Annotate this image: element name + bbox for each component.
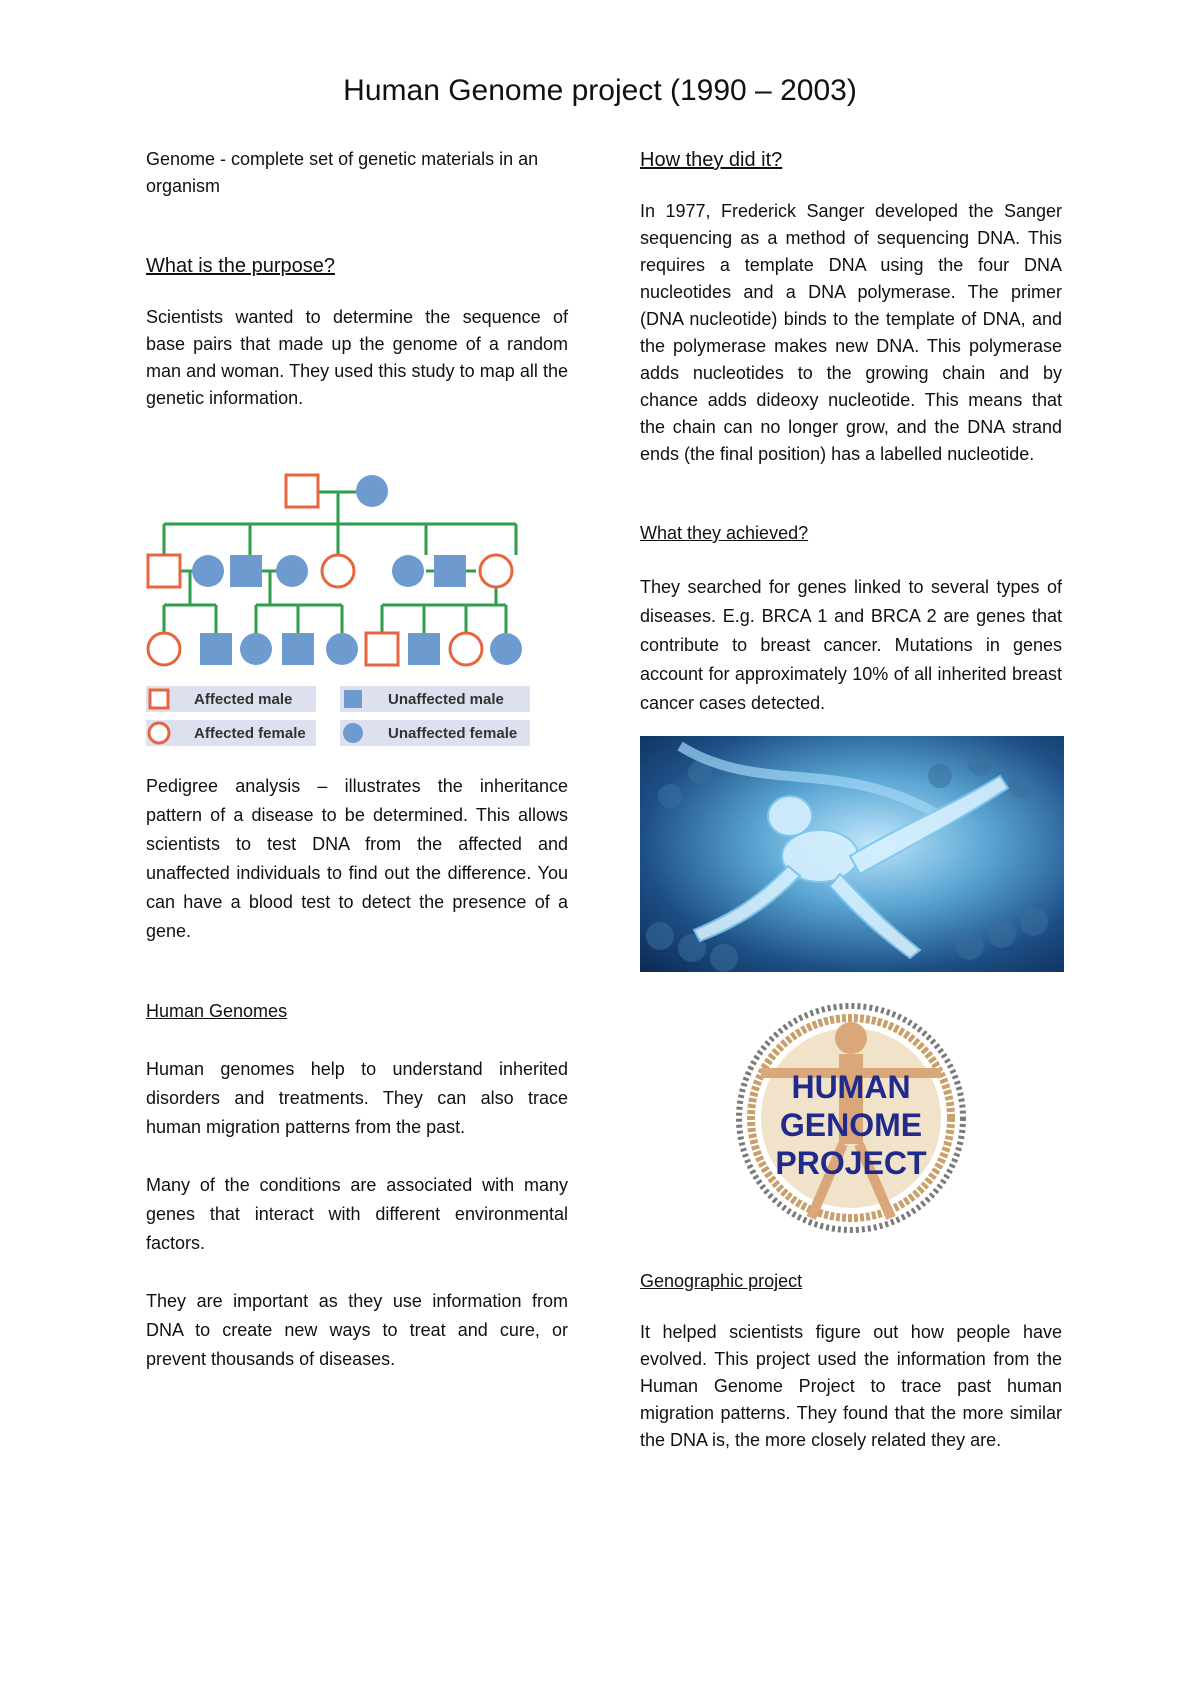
human-genomes-text-3: They are important as they use information from DNA to create new ways to treat and cure, or prevent thousands of diseases. <box>146 1291 568 1369</box>
pedigree-unaffected-male <box>230 555 262 587</box>
pedigree-unaffected-female <box>240 633 272 665</box>
genome-definition: Genome - complete set of genetic materials in an organism <box>146 149 539 196</box>
pedigree-unaffected-male <box>282 633 314 665</box>
pedigree-unaffected-male <box>434 555 466 587</box>
pedigree-affected-female <box>480 555 512 587</box>
hgp-logo-line-3: PROJECT <box>775 1145 927 1181</box>
page-title: Human Genome project (1990 – 2003) <box>343 74 857 107</box>
hgp-logo-line-2: GENOME <box>779 1107 923 1143</box>
how-text: In 1977, Frederick Sanger developed the Sanger sequencing as a method of sequencing DNA. This requires a template DNA using the four DNA nucleotides and a DNA polymerase. The primer (DNA nucleotide) binds to the template of DNA, and the polymerase makes new DNA. This polymerase adds nucleotides to the growing chain and by chance adds dideoxy nucleotide. This means that the chain can no longer grow, and the DNA strand ends (the final position) has a labelled nucleotide. <box>640 201 1062 464</box>
pedigree-affected-male <box>286 475 318 507</box>
legend-unaffected-male: Unaffected male <box>388 691 504 708</box>
pedigree-legend <box>146 686 530 746</box>
right-column <box>640 146 1062 1454</box>
pedigree-unaffected-female <box>392 555 424 587</box>
pedigree-text: Pedigree analysis – illustrates the inheritance pattern of a disease to be determined. This allows scientists to test DNA from the affected and unaffected individuals to find out the difference. You can have a blood test to detect the presence of a gene. <box>146 776 568 941</box>
hgp-logo <box>721 998 981 1238</box>
pedigree-affected-female <box>450 633 482 665</box>
pedigree-affected-male <box>148 555 180 587</box>
left-column <box>146 146 568 1374</box>
pedigree-unaffected-female <box>192 555 224 587</box>
hgp-logo-line-1: HUMAN <box>791 1069 911 1105</box>
legend-affected-female: Affected female <box>194 725 306 742</box>
pedigree-unaffected-male <box>200 633 232 665</box>
purpose-heading: What is the purpose? <box>146 255 335 277</box>
human-genomes-text-2: Many of the conditions are associated with many genes that interact with different environmental factors. <box>146 1175 568 1253</box>
genographic-text: It helped scientists figure out how people have evolved. This project used the information from the Human Genome Project to trace past human migration patterns. They found that the more similar the DNA is, the more closely related they are. <box>640 1322 1062 1450</box>
pedigree-unaffected-female <box>490 633 522 665</box>
pedigree-affected-male <box>366 633 398 665</box>
pedigree-affected-female <box>322 555 354 587</box>
genographic-heading: Genographic project <box>640 1271 803 1291</box>
achieved-heading: What they achieved? <box>640 523 809 543</box>
legend-unaffected-female: Unaffected female <box>388 725 518 742</box>
pedigree-unaffected-male <box>408 633 440 665</box>
achieved-text: They searched for genes linked to several types of diseases. E.g. BRCA 1 and BRCA 2 are genes that contribute to breast cancer. Mutations in genes account for approximately 10% of all inherited breast cancer cases detected. <box>640 577 1062 713</box>
dna-human-image <box>640 736 1064 972</box>
legend-affected-male: Affected male <box>194 691 293 708</box>
pedigree-unaffected-female <box>276 555 308 587</box>
human-genomes-text-1: Human genomes help to understand inherited disorders and treatments. They can also trace human migration patterns from the past. <box>146 1059 568 1137</box>
how-heading: How they did it? <box>640 149 783 171</box>
purpose-text: Scientists wanted to determine the sequence of base pairs that made up the genome of a random man and woman. They used this study to map all the genetic information. <box>146 307 568 408</box>
pedigree-affected-female <box>148 633 180 665</box>
pedigree-unaffected-female <box>356 475 388 507</box>
human-genomes-heading: Human Genomes <box>146 1001 288 1021</box>
pedigree-unaffected-female <box>326 633 358 665</box>
pedigree-chart <box>146 428 568 748</box>
